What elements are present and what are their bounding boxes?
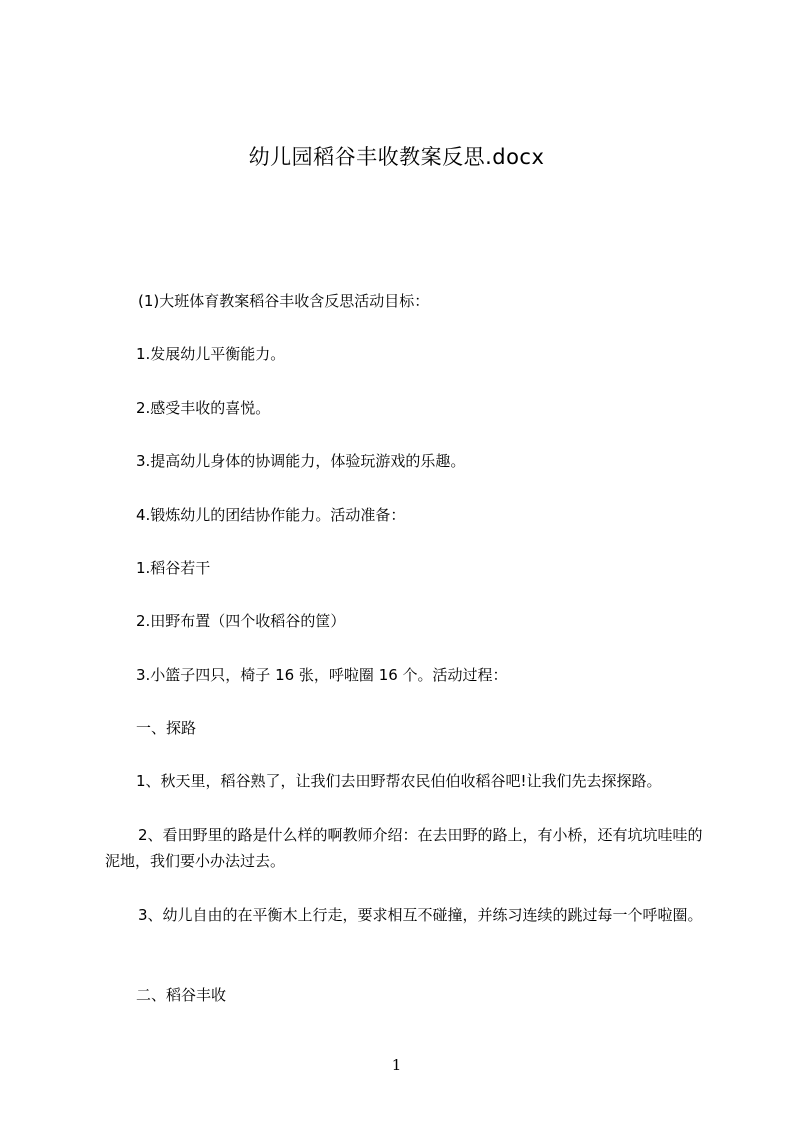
paragraph-preparation-3: 3.小篮子四只，椅子 16 张，呼啦圈 16 个。活动过程： — [136, 666, 508, 684]
paragraph-preparation-2: 2.田野布置（四个收稻谷的筐） — [136, 612, 346, 630]
paragraph-objective-1: 1.发展幼儿平衡能力。 — [136, 345, 286, 363]
paragraph-explore-1: 1、秋天里，稻谷熟了，让我们去田野帮农民伯伯收稻谷吧!让我们先去探探路。 — [136, 772, 662, 790]
section-heading-explore: 一、探路 — [136, 719, 197, 737]
paragraph-objective-2: 2.感受丰收的喜悦。 — [136, 399, 271, 417]
page-number: 1 — [391, 1056, 402, 1074]
document-title: 幼儿园稻谷丰收教案反思.docx — [248, 145, 545, 169]
paragraph-objective-3: 3.提高幼儿身体的协调能力，体验玩游戏的乐趣。 — [136, 452, 466, 470]
paragraph-explore-2: 2、看田野里的路是什么样的啊教师介绍：在去田野的路上，有小桥，还有坑坑哇哇的泥地，我们要小办法过去。 — [105, 826, 703, 870]
paragraph-explore-3: 3、幼儿自由的在平衡木上行走，要求相互不碰撞，并练习连续的跳过每一个呼啦圈。 — [138, 906, 703, 924]
paragraph-objectives-heading: (1)大班体育教案稻谷丰收含反思活动目标： — [138, 292, 430, 310]
paragraph-preparation-1: 1.稻谷若干 — [136, 559, 211, 577]
paragraph-objective-4: 4.锻炼幼儿的团结协作能力。活动准备： — [136, 506, 406, 524]
section-heading-harvest: 二、稻谷丰收 — [136, 986, 227, 1004]
